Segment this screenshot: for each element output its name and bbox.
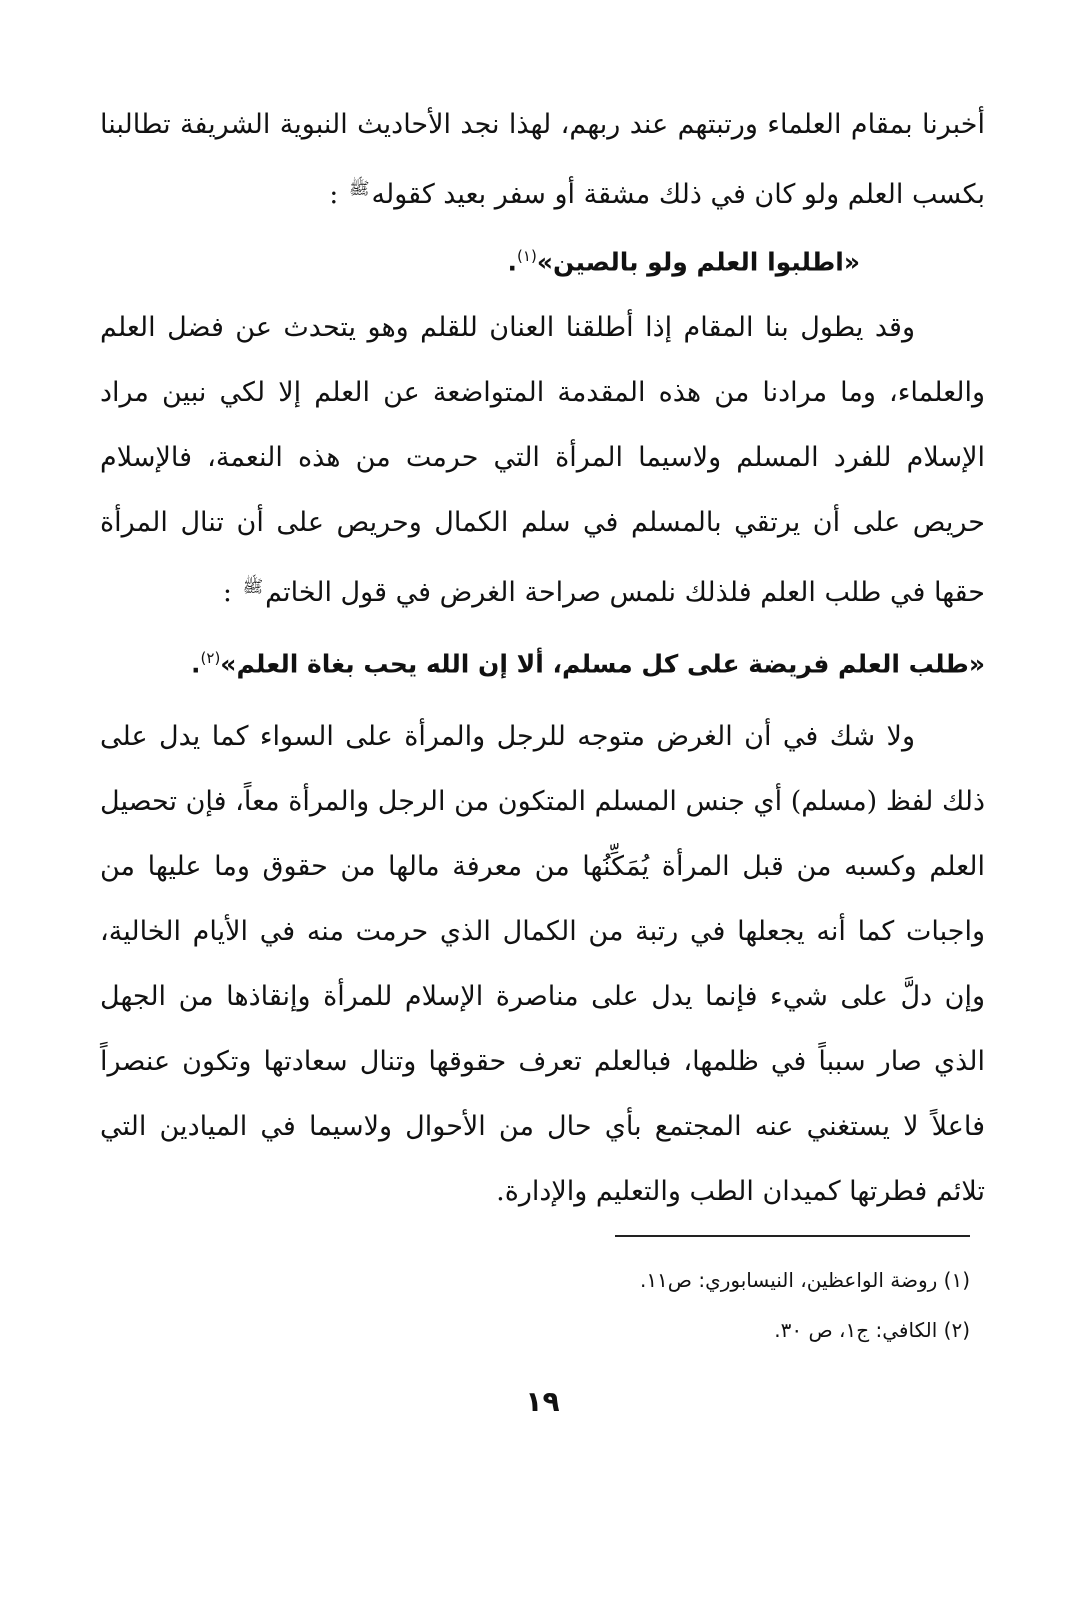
hadith-1	[100, 227, 985, 291]
paragraph-1-end: :	[329, 179, 347, 210]
hadith-2	[100, 629, 985, 693]
salawat-symbol: ﷺ	[242, 577, 264, 598]
paragraph-2	[100, 295, 985, 625]
hadith-2-text: «طلب العلم فريضة على كل مسلم، ألا إن الله يحب بغاة العلم»	[220, 649, 985, 679]
footnote-ref-1: (١)	[517, 247, 537, 265]
paragraph-2-end: :	[222, 577, 241, 609]
hadith-1-end: .	[507, 247, 518, 277]
footnote-ref-2: (٢)	[200, 649, 221, 668]
paragraph-3	[100, 704, 985, 1224]
footnote-2: (٢) الكافي: ج١، ص ٣٠.	[774, 1318, 970, 1342]
footnotes	[370, 1255, 970, 1355]
page-number: ١٩	[525, 1385, 560, 1418]
salawat-symbol: ﷺ	[348, 179, 370, 199]
footnote-1: (١) روضة الواعظين، النيسابوري: ص١١.	[639, 1268, 970, 1292]
footnote-divider	[615, 1235, 970, 1237]
paragraph-2-text: وقد يطول بنا المقام إذا أطلقنا العنان للقلم وهو يتحدث عن فضل العلم والعلماء، وما مرادنا من هذه المقدمة المتواضعة عن العلم إلا لكي نبين مراد الإسلام للفرد المسلم ولاسيما المرأة التي حرمت من هذه النعمة، فالإسلام حريص على أن يرتقي بالمسلم في سلم الكمال وحريص على أن تنال المرأة حقها في طلب العلم فلذلك نلمس صراحة الغرض في قول الخاتم	[100, 312, 985, 609]
paragraph-3-text: ولا شك في أن الغرض متوجه للرجل والمرأة على السواء كما يدل على ذلك لفظ (مسلم) أي جنس المسلم المتكون من الرجل والمرأة معاً، فإن تحصيل العلم وكسبه من قبل المرأة يُمَكِّنُها من معرفة مالها من حقوق وما عليها من واجبات كما أنه يجعلها في رتبة من الكمال الذي حرمت منه في الأيام الخالية، وإن دلَّ على شيء فإنما يدل على مناصرة الإسلام للمرأة وإنقاذها من الجهل الذي صار سبباً في ظلمها، فبالعلم تعرف حقوقها وتنال سعادتها وتكون عنصراً فاعلاً لا يستغني عنه المجتمع بأي حال من الأحوال ولاسيما في الميادين التي تلائم فطرتها كميدان الطب والتعليم والإدارة.	[100, 720, 985, 1207]
hadith-2-end: .	[191, 649, 201, 679]
page-body	[100, 92, 985, 1224]
hadith-1-text: «اطلبوا العلم ولو بالصين»	[536, 247, 860, 277]
paragraph-1	[100, 92, 985, 227]
paragraph-1-text: أخبرنا بمقام العلماء ورتبتهم عند ربهم، لهذا نجد الأحاديث النبوية الشريفة تطالبنا بكسب العلم ولو كان في ذلك مشقة أو سفر بعيد كقوله	[100, 109, 985, 210]
